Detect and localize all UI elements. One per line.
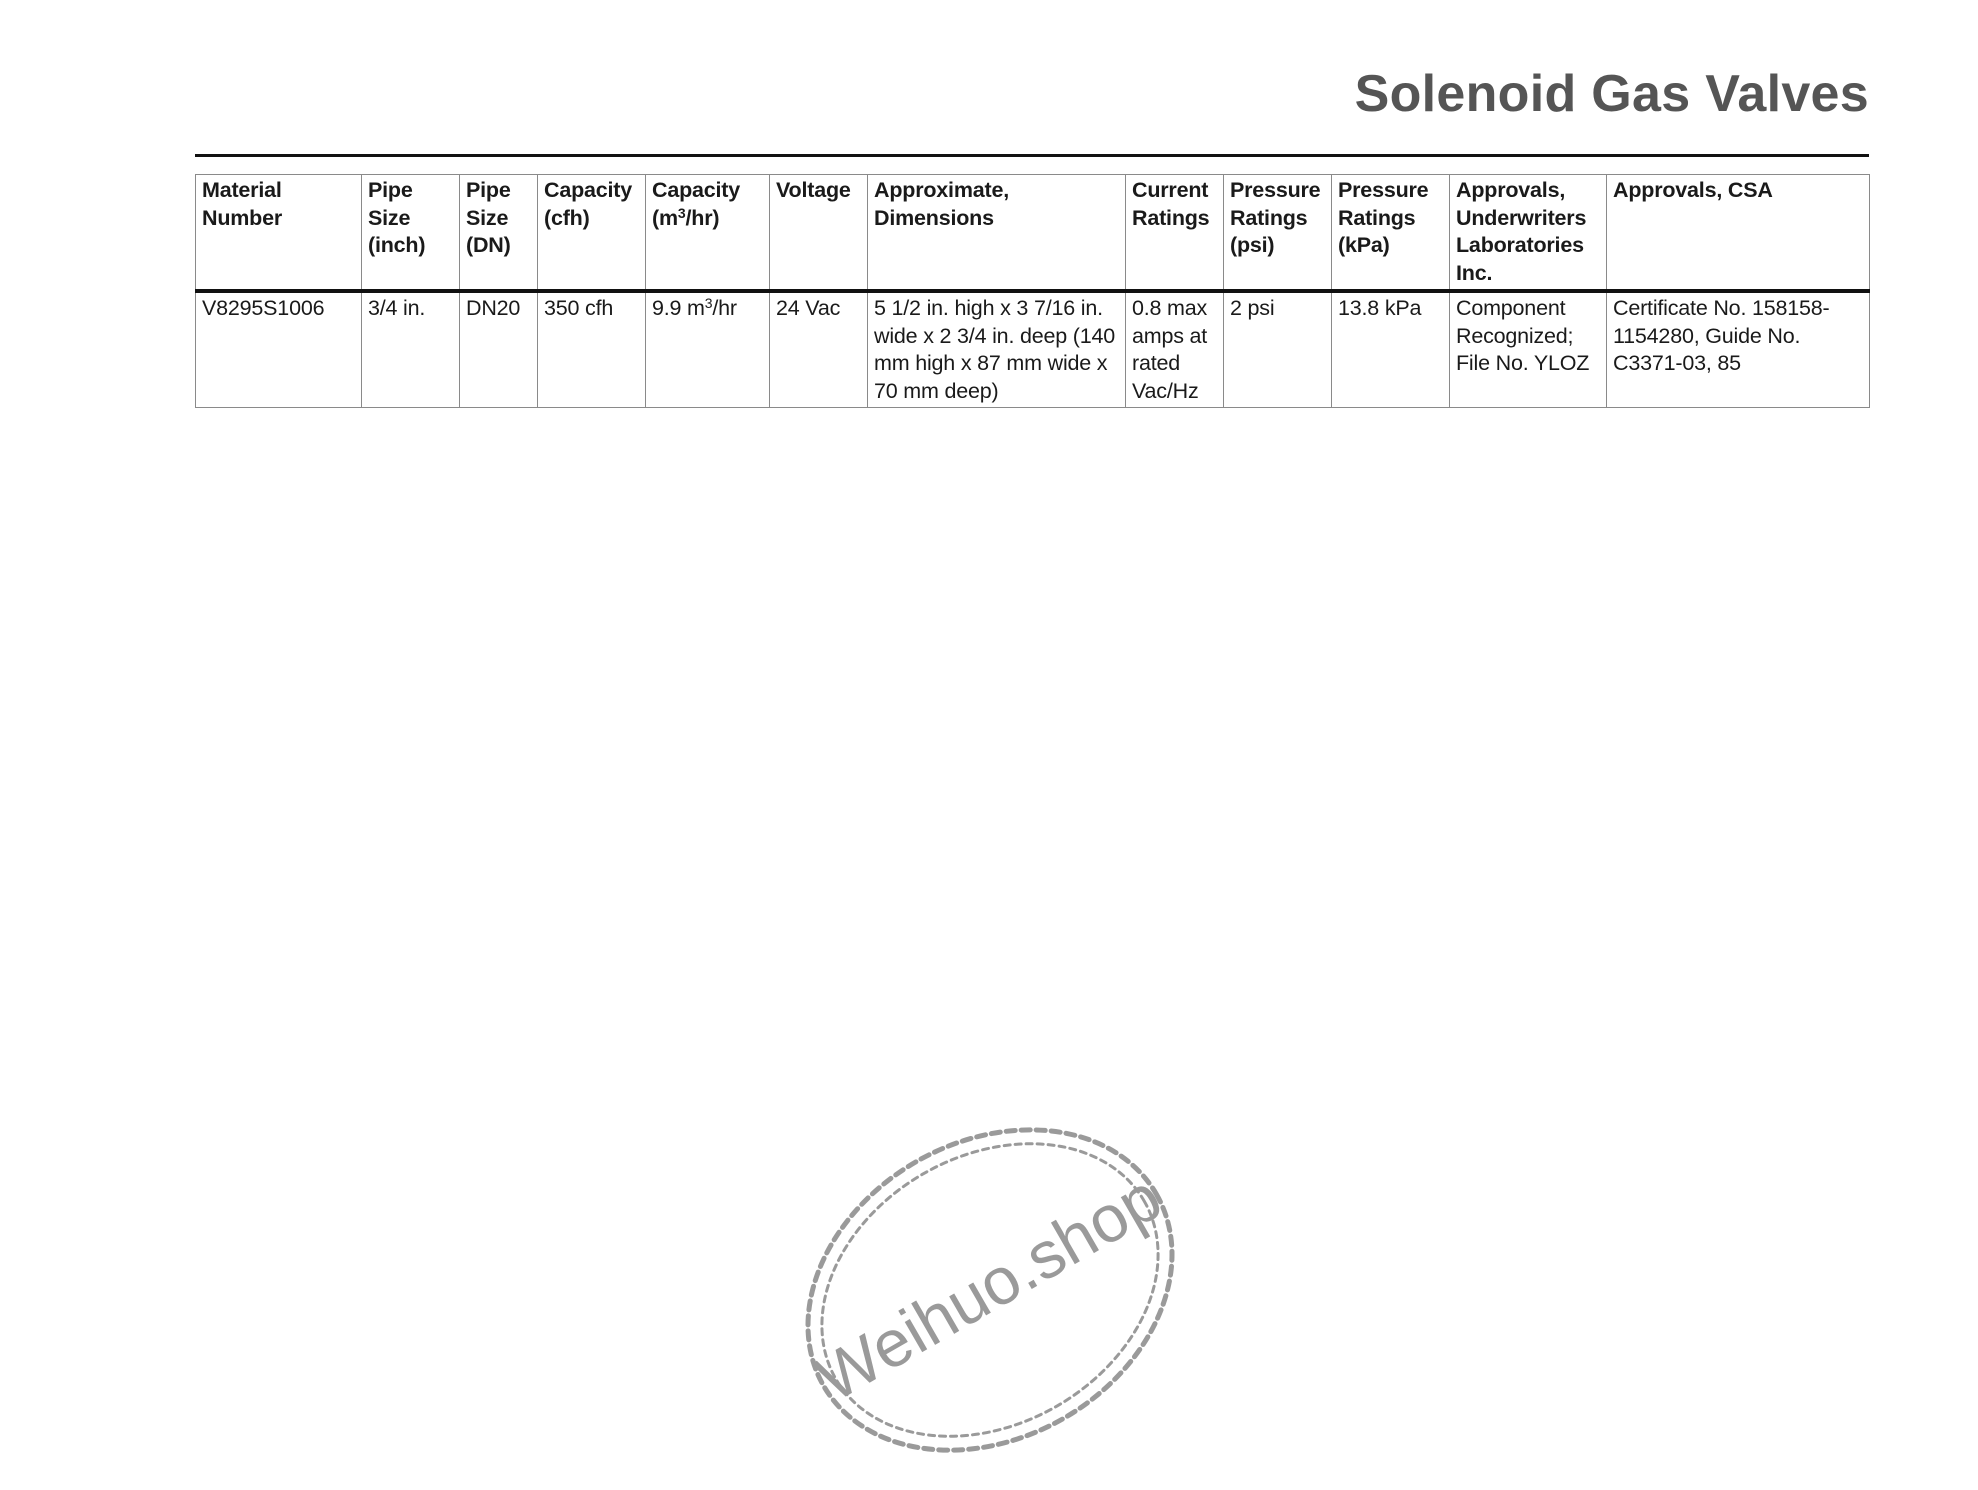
header-pressure-psi: Pressure Ratings (psi)	[1224, 175, 1332, 292]
cell-capacity-m3hr	[646, 291, 770, 408]
header-capacity-m3hr-text: Capacity (m	[652, 178, 741, 230]
header-pipe-size-inch: Pipe Size (inch)	[362, 175, 460, 292]
header-capacity-cfh: Capacity (cfh)	[538, 175, 646, 292]
cell-approvals-ul: Component Recognized; File No. YLOZ	[1450, 291, 1607, 408]
cell-capacity-m3hr-after: /hr	[712, 296, 737, 320]
header-dimensions: Approximate, Dimensions	[868, 175, 1126, 292]
cell-pressure-kpa: 13.8 kPa	[1332, 291, 1450, 408]
table-header-row	[196, 175, 1870, 292]
watermark-stamp	[790, 1110, 1190, 1470]
table-header	[196, 175, 1870, 292]
spec-table	[195, 174, 1870, 408]
header-capacity-m3hr-sup: 3	[677, 204, 686, 221]
watermark-text: Weihuo.shop	[803, 1159, 1174, 1416]
header-pipe-size-dn: Pipe Size (DN)	[460, 175, 538, 292]
table-row	[196, 291, 1870, 408]
header-approvals-csa: Approvals, CSA	[1607, 175, 1870, 292]
cell-pipe-size-dn: DN20	[460, 291, 538, 408]
header-voltage: Voltage	[770, 175, 868, 292]
page-title: Solenoid Gas Valves	[1354, 65, 1869, 123]
header-pressure-kpa: Pressure Ratings (kPa)	[1332, 175, 1450, 292]
cell-capacity-m3hr-sup: 3	[704, 295, 713, 311]
cell-capacity-cfh: 350 cfh	[538, 291, 646, 408]
header-approvals-ul: Approvals, Underwriters Laboratories Inc.	[1450, 175, 1607, 292]
cell-capacity-m3hr-text: 9.9 m	[652, 296, 705, 320]
title-divider	[195, 154, 1869, 157]
cell-material-number: V8295S1006	[196, 291, 362, 408]
cell-current-ratings: 0.8 max amps at rated Vac/Hz	[1126, 291, 1224, 408]
cell-pipe-size-inch: 3/4 in.	[362, 291, 460, 408]
table-body	[196, 291, 1870, 408]
cell-voltage: 24 Vac	[770, 291, 868, 408]
cell-pressure-psi: 2 psi	[1224, 291, 1332, 408]
header-material-number: Material Number	[196, 175, 362, 292]
header-capacity-m3hr-after: /hr)	[685, 205, 720, 230]
cell-approvals-csa: Certificate No. 158158-1154280, Guide No. C3371-03, 85	[1607, 291, 1870, 408]
cell-dimensions: 5 1/2 in. high x 3 7/16 in. wide x 2 3/4 in. deep (140 mm high x 87 mm wide x 70 mm deep)	[868, 291, 1126, 408]
header-capacity-m3hr	[646, 175, 770, 292]
header-current-ratings: Current Ratings	[1126, 175, 1224, 292]
